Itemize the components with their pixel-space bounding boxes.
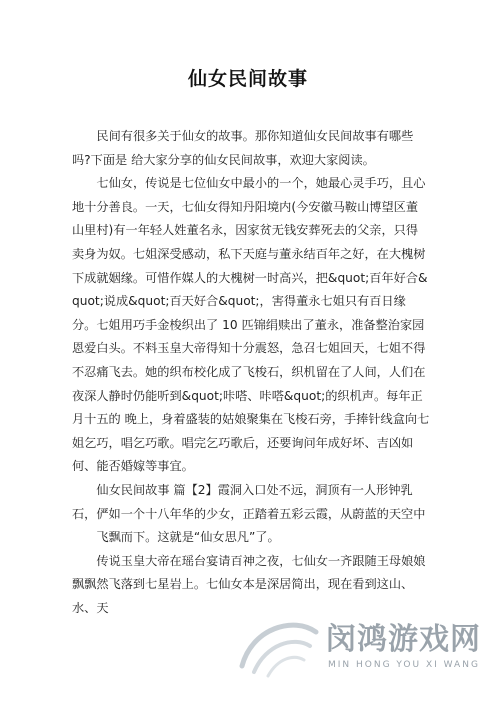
paragraph-story-2-cont: 飞飘而下。这就是“仙女思凡”了。 xyxy=(96,530,280,545)
article-body xyxy=(72,125,430,620)
page-title: 仙女民间故事 xyxy=(187,68,308,90)
paragraph-story-2: 仙女民间故事 篇【2】霞洞入口处不远，洞顶有一人形钟乳石，俨如一个十八年华的少女，正踏着五彩云霞，从蔚蓝的天空中 xyxy=(72,482,426,521)
paragraph-intro: 民间有很多关于仙女的故事。那你知道仙女民间故事有哪些吗?下面是 给大家分享的仙女民间故事，欢迎大家阅读。 xyxy=(72,129,414,167)
swirl-logo-icon xyxy=(232,610,322,682)
paragraph-story-1: 七仙女，传说是七位仙女中最小的一个，她最心灵手巧，且心地十分善良。一天，七仙女得知丹阳境内(今安徽马鞍山博望区董山里村)有一年轻人姓董名永，因家贫无钱安葬死去的父亲，只得卖身为奴。七姐深受感动，私下天庭与董永结百年之好，在大槐树下成就姻缘。可惜作媒人的大槐树一时高兴，把&quot;百年好合&quot;说成&quot;百天好合&quot;，害得董永七姐只有百日缘分。七姐用巧手金梭织出了 10 匹锦绢赎出了董永，准备整治家园恩爱白头。不料玉皇大帝得知十分震怒，急召七姐回天，七姐不得不忍痛飞去。她的织布校化成了飞梭石，织机留在了人间，人们在夜深人静时仍能听到&quot;咔嗒、咔嗒&quot;的织机声。每年正月十五的 晚上，身着盛装的姑娘聚集在飞梭石旁，手捧针线盒向七姐乞巧，唱乞巧歌。唱完乞巧歌后，还要询问年成好坏、吉凶如何、能否婚嫁等事宜。 xyxy=(72,176,430,474)
watermark-name: 闵鸿游戏网 xyxy=(326,622,481,657)
site-watermark xyxy=(232,606,482,686)
paragraph-story-3: 传说玉皇大帝在瑶台宴请百神之夜，七仙女一齐跟随王母娘娘飘飘然飞落到七星岩上。七仙女本是深居简出，现在看到这山、水、天 xyxy=(72,553,426,615)
watermark-pinyin: MIN HONG YOU XI WANG xyxy=(328,660,480,670)
